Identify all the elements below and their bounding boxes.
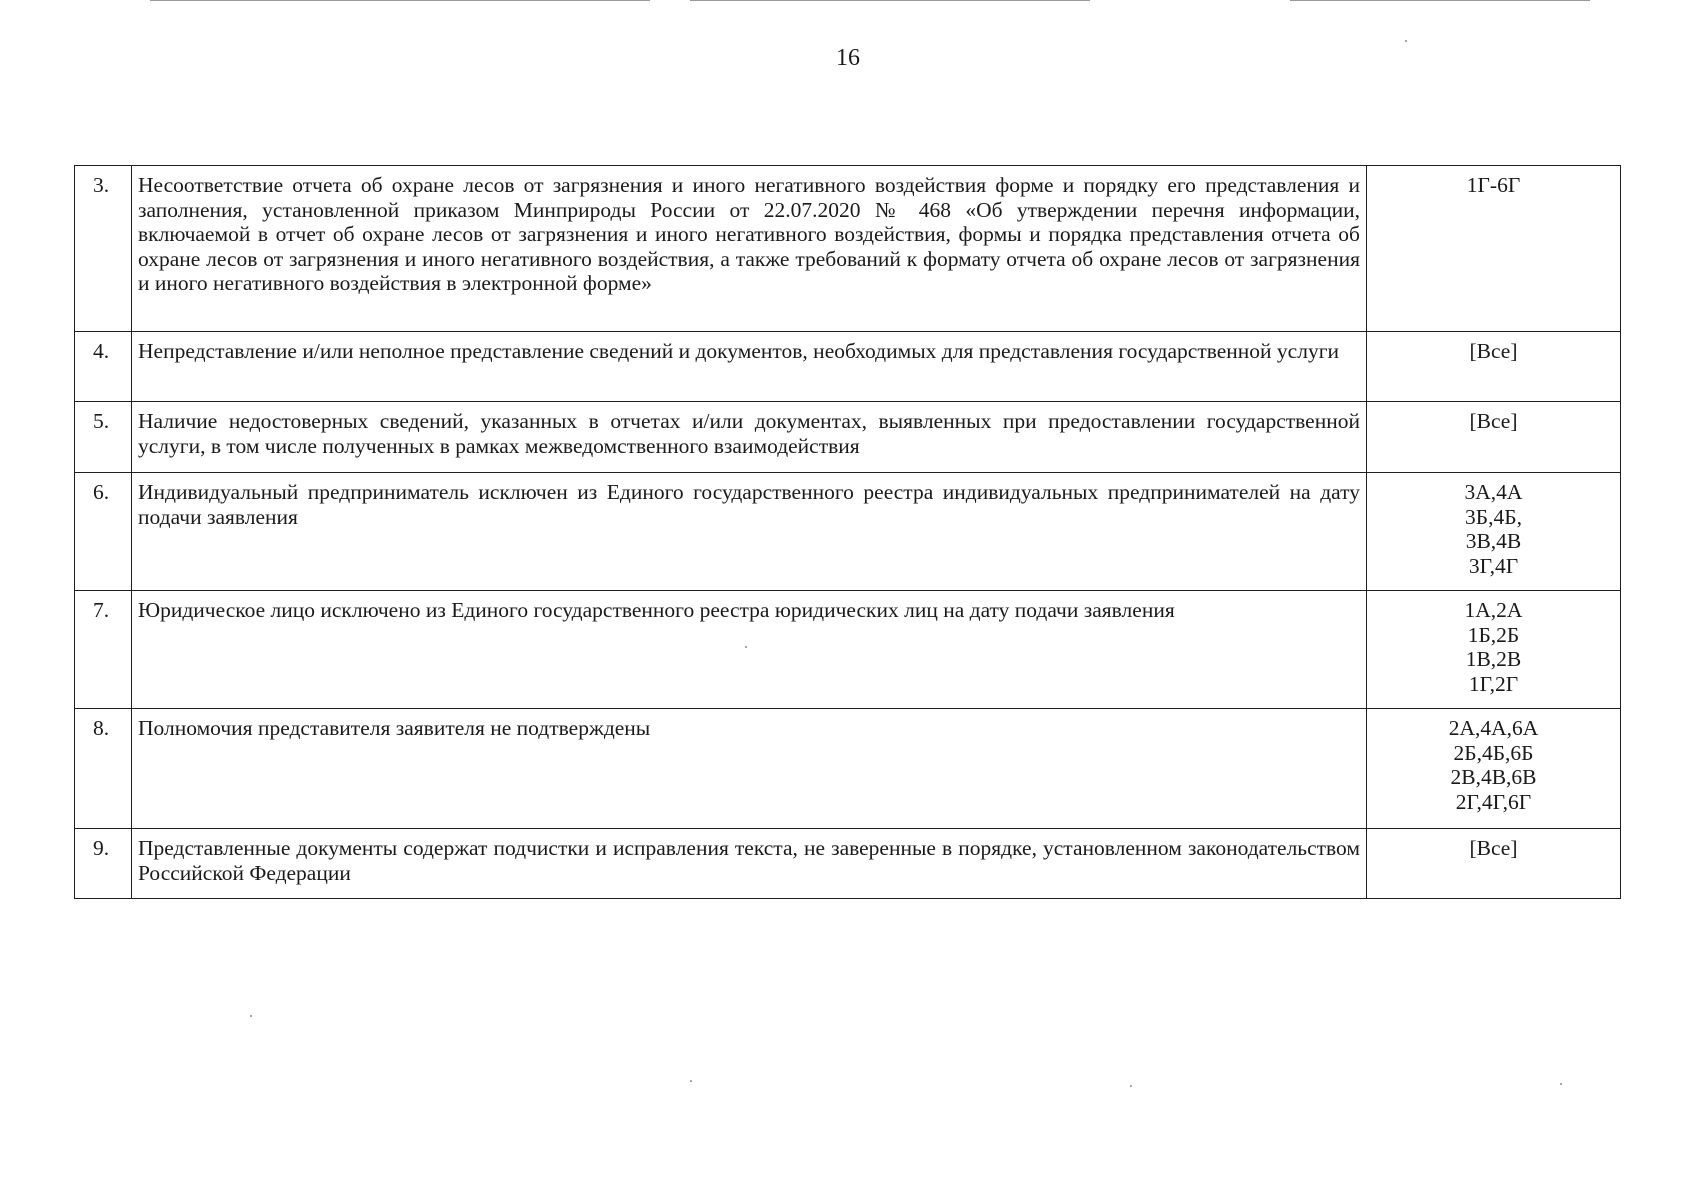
row-applicant-codes	[1367, 709, 1621, 829]
scan-speck	[1130, 1085, 1132, 1087]
row-ground-text: Полномочия представителя заявителя не подтверждены	[132, 709, 1367, 829]
applicant-code: 2В,4В,6В	[1450, 765, 1537, 789]
applicant-code: 1Г-6Г	[1466, 173, 1521, 197]
scan-speck	[690, 1080, 692, 1082]
row-applicant-codes	[1367, 473, 1621, 591]
applicant-code: 2А,4А,6А	[1448, 716, 1539, 740]
row-number: 4.	[75, 332, 132, 402]
grounds-table	[74, 165, 1621, 899]
table-row	[75, 709, 1621, 829]
row-ground-text: Представленные документы содержат подчистки и исправления текста, не заверенные в порядке, установленном законодательством Российской Федерации	[132, 829, 1367, 899]
row-number: 3.	[75, 166, 132, 332]
row-ground-text: Несоответствие отчета об охране лесов от загрязнения и иного негативного воздействия форме и порядку его представления и заполнения, установленной приказом Минприроды России от 22.07.2020 № 468 «Об утверждении перечня информации, включаемой в отчет об охране лесов от загрязнения и иного негативного воздействия, формы и порядка представления отчета об охране лесов от загрязнения и иного негативного воздействия, а также требований к формату отчета об охране лесов от загрязнения и иного негативного воздействия в электронной форме»	[132, 166, 1367, 332]
row-applicant-codes	[1367, 166, 1621, 332]
row-number: 6.	[75, 473, 132, 591]
applicant-code: 3Б,4Б,	[1465, 504, 1522, 529]
table-row	[75, 402, 1621, 473]
page-number: 16	[836, 45, 860, 71]
scan-edge-line	[690, 0, 1090, 1]
row-applicant-codes	[1367, 332, 1621, 402]
applicant-code: 2Г,4Г,6Г	[1455, 789, 1532, 814]
scan-edge-line	[150, 0, 650, 1]
row-number: 8.	[75, 709, 132, 829]
row-ground-text: Непредставление и/или неполное представление сведений и документов, необходимых для представления государственной услуги	[132, 332, 1367, 402]
applicant-code: 1А,2А	[1464, 598, 1523, 622]
scan-speck	[1560, 1083, 1562, 1085]
scan-edge-line	[1290, 0, 1590, 1]
row-applicant-codes	[1367, 402, 1621, 473]
scan-speck	[250, 1015, 252, 1017]
applicant-code: [Все]	[1469, 409, 1518, 433]
row-number: 5.	[75, 402, 132, 473]
applicant-code: 3Г,4Г	[1468, 553, 1519, 578]
row-number: 9.	[75, 829, 132, 899]
applicant-code: 3В,4В	[1465, 529, 1522, 553]
applicant-code: 1Г,2Г	[1468, 671, 1519, 696]
applicant-code: 1В,2В	[1465, 647, 1522, 671]
grounds-table-body	[75, 166, 1621, 899]
row-applicant-codes	[1367, 829, 1621, 899]
applicant-code: 3А,4А	[1464, 480, 1523, 504]
table-row	[75, 829, 1621, 899]
table-row	[75, 591, 1621, 709]
scan-speck	[1405, 40, 1407, 42]
applicant-code: [Все]	[1469, 339, 1518, 363]
applicant-code: [Все]	[1469, 836, 1518, 860]
row-ground-text: Юридическое лицо исключено из Единого государственного реестра юридических лиц на дату подачи заявления	[132, 591, 1367, 709]
applicant-code: 2Б,4Б,6Б	[1453, 740, 1534, 765]
table-row	[75, 473, 1621, 591]
row-ground-text: Индивидуальный предприниматель исключен из Единого государственного реестра индивидуальных предпринимателей на дату подачи заявления	[132, 473, 1367, 591]
table-row	[75, 166, 1621, 332]
row-number: 7.	[75, 591, 132, 709]
row-applicant-codes	[1367, 591, 1621, 709]
applicant-code: 1Б,2Б	[1467, 622, 1520, 647]
row-ground-text: Наличие недостоверных сведений, указанных в отчетах и/или документах, выявленных при предоставлении государственной услуги, в том числе полученных в рамках межведомственного взаимодействия	[132, 402, 1367, 473]
table-row	[75, 332, 1621, 402]
